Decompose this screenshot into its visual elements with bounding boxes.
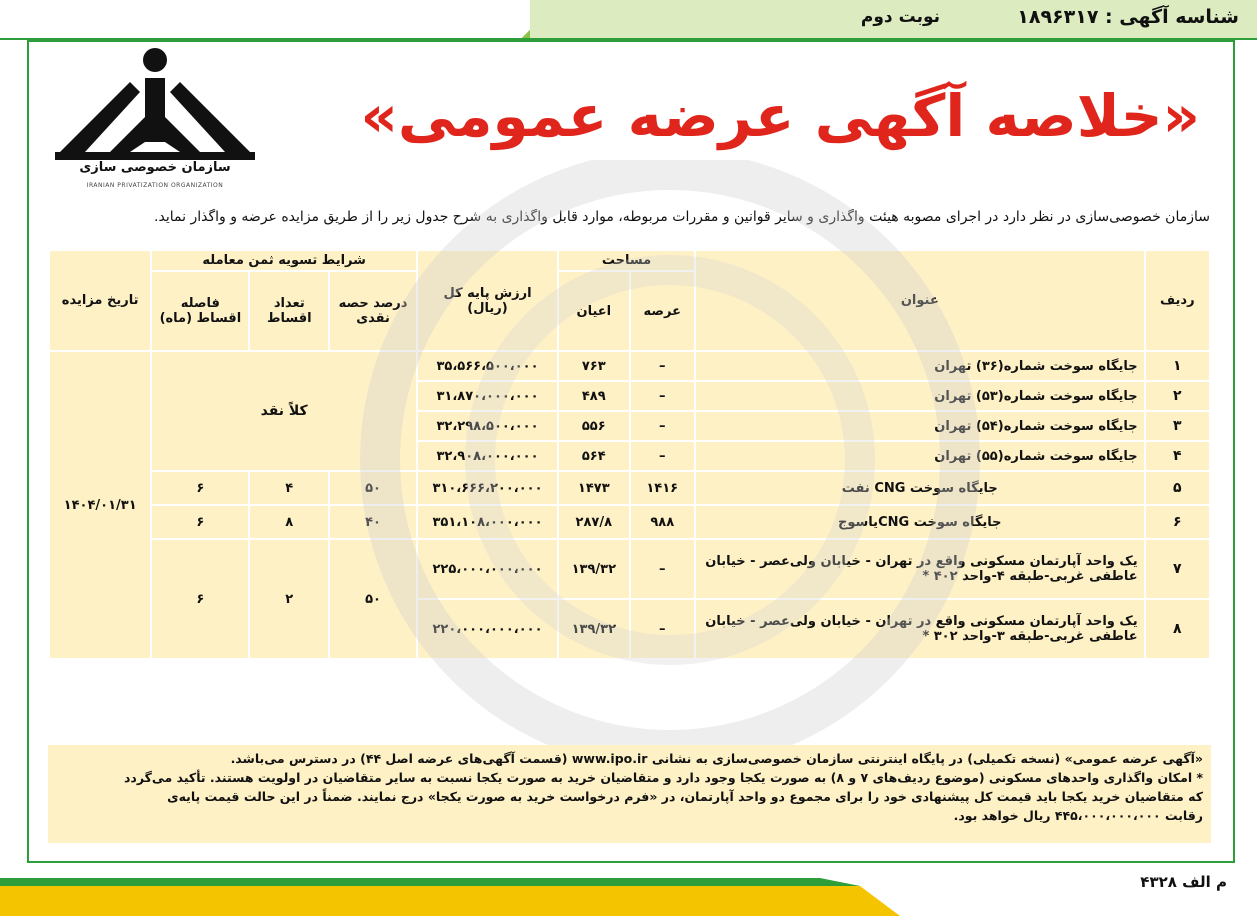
table-row xyxy=(49,505,1210,539)
row-cash-percent: ۵۰ xyxy=(329,471,417,505)
notice-code: م الف ۴۳۲۸ xyxy=(1140,873,1227,891)
page-title: «خلاصه آگهی عرضه عمومی» xyxy=(360,82,1200,150)
row-number: ۷ xyxy=(1145,539,1210,599)
row-building: ۱۴۷۳ xyxy=(558,471,630,505)
row-building: ۵۶۴ xyxy=(558,441,630,471)
row-land: – xyxy=(630,599,695,659)
header-land: عرصه xyxy=(630,271,695,351)
logo-name-fa: سازمان خصوصی سازی xyxy=(79,160,231,175)
row-installments-count: ۴ xyxy=(249,471,329,505)
notice-id: شناسه آگهی : ۱۸۹۶۳۱۷ xyxy=(1017,6,1239,28)
row-number: ۵ xyxy=(1145,471,1210,505)
bottom-band xyxy=(0,878,1000,916)
row-number: ۴ xyxy=(1145,441,1210,471)
apt-installments-gap: ۶ xyxy=(151,539,249,659)
row-value: ۳۱،۸۷۰،۰۰۰،۰۰۰ xyxy=(417,381,558,411)
footer-line-4: رقابت ۴۴۵،۰۰۰،۰۰۰،۰۰۰ ریال خواهد بود. xyxy=(953,808,1203,823)
row-building: ۱۳۹/۳۲ xyxy=(558,539,630,599)
row-cash-percent: ۴۰ xyxy=(329,505,417,539)
table-header-row xyxy=(49,250,1210,271)
row-title: جایگاه سوخت CNG نفت xyxy=(695,471,1145,505)
header-installments-gap: فاصله اقساط (ماه) xyxy=(151,271,249,351)
row-installments-gap: ۶ xyxy=(151,505,249,539)
row-building: ۵۵۶ xyxy=(558,411,630,441)
logo-name-en: IRANIAN PRIVATIZATION ORGANIZATION xyxy=(86,182,224,189)
footer-notes xyxy=(48,745,1211,843)
row-installments-count: ۸ xyxy=(249,505,329,539)
table-row xyxy=(49,471,1210,505)
footer-line-1: «آگهی عرضه عمومی» (نسخه تکمیلی) در پایگاه اینترنتی سازمان خصوصی‌سازی به نشانی www.ipo.ir (قسمت آگهی‌های عرضه اصل ۴۴) در دسترس می‌باشد. xyxy=(230,751,1203,766)
row-title: جایگاه سوخت CNGیاسوج xyxy=(695,505,1145,539)
row-building: ۷۶۳ xyxy=(558,351,630,381)
header-row-number: ردیف xyxy=(1145,250,1210,351)
table-row xyxy=(49,539,1210,599)
table-row xyxy=(49,351,1210,381)
row-number: ۳ xyxy=(1145,411,1210,441)
auction-table xyxy=(48,249,1211,660)
row-land: ۱۴۱۶ xyxy=(630,471,695,505)
row-title: یک واحد آپارتمان مسکونی واقع در تهران - خیابان ولی‌عصر - خیابان عاطفی غربی-طبقه ۴-واحد ۴۰۲ * xyxy=(695,539,1145,599)
row-title: جایگاه سوخت شماره(۵۵) تهران xyxy=(695,441,1145,471)
row-title: جایگاه سوخت شماره(۳۶) تهران xyxy=(695,351,1145,381)
row-value: ۳۲،۹۰۸،۰۰۰،۰۰۰ xyxy=(417,441,558,471)
row-land: – xyxy=(630,381,695,411)
row-land: – xyxy=(630,441,695,471)
row-land: – xyxy=(630,539,695,599)
row-building: ۱۳۹/۳۲ xyxy=(558,599,630,659)
header-base-value: ارزش پایه کل (ریال) xyxy=(417,250,558,351)
cash-only-label: کلاً نقد xyxy=(151,351,417,471)
row-number: ۱ xyxy=(1145,351,1210,381)
footer-line-3: که متقاضیان خرید یکجا باید قیمت کل پیشنهادی خود را برای مجموع دو واحد آپارتمان، در «فرم درخواست خرید به صورت یکجا» درج نمایند. ضمناً در این حالت قیمت پایه‌ی xyxy=(167,789,1203,804)
row-number: ۶ xyxy=(1145,505,1210,539)
header-building: اعیان xyxy=(558,271,630,351)
apt-installments-count: ۲ xyxy=(249,539,329,659)
row-land: ۹۸۸ xyxy=(630,505,695,539)
row-number: ۲ xyxy=(1145,381,1210,411)
auction-date: ۱۴۰۴/۰۱/۳۱ xyxy=(49,351,151,659)
row-value: ۳۵۱،۱۰۸،۰۰۰،۰۰۰ xyxy=(417,505,558,539)
row-value: ۲۲۵،۰۰۰،۰۰۰،۰۰۰ xyxy=(417,539,558,599)
header-title: عنوان xyxy=(695,250,1145,351)
notice-round: نوبت دوم xyxy=(860,7,940,27)
apt-cash-percent: ۵۰ xyxy=(329,539,417,659)
row-value: ۳۱۰،۶۶۶،۲۰۰،۰۰۰ xyxy=(417,471,558,505)
row-building: ۲۸۷/۸ xyxy=(558,505,630,539)
row-title: یک واحد آپارتمان مسکونی واقع در تهران - خیابان ولی‌عصر - خیابان عاطفی غربی-طبقه ۳-واحد ۳۰۲ * xyxy=(695,599,1145,659)
row-number: ۸ xyxy=(1145,599,1210,659)
top-bar xyxy=(0,0,1257,40)
organization-logo-icon xyxy=(50,42,260,162)
header-installments-count: تعداد اقساط xyxy=(249,271,329,351)
row-building: ۴۸۹ xyxy=(558,381,630,411)
row-title: جایگاه سوخت شماره(۵۳) تهران xyxy=(695,381,1145,411)
row-land: – xyxy=(630,411,695,441)
header-payment-terms: شرایط تسویه ثمن معامله xyxy=(151,250,417,271)
header-cash-percent: درصد حصه نقدی xyxy=(329,271,417,351)
row-value: ۳۵،۵۶۶،۵۰۰،۰۰۰ xyxy=(417,351,558,381)
header-area: مساحت xyxy=(558,250,695,271)
row-value: ۲۲۰،۰۰۰،۰۰۰،۰۰۰ xyxy=(417,599,558,659)
row-land: – xyxy=(630,351,695,381)
footer-line-2: * امکان واگذاری واحدهای مسکونی (موضوع ردیف‌های ۷ و ۸) به صورت یکجا وجود دارد و متقاضیان خرید به صورت یکجا نسبت به سایر متقاضیان در اولویت هستند. تأکید می‌گردد xyxy=(123,770,1203,785)
header-auction-date: تاریخ مزایده xyxy=(49,250,151,351)
row-installments-gap: ۶ xyxy=(151,471,249,505)
row-value: ۳۲،۲۹۸،۵۰۰،۰۰۰ xyxy=(417,411,558,441)
row-title: جایگاه سوخت شماره(۵۴) تهران xyxy=(695,411,1145,441)
intro-text: سازمان خصوصی‌سازی در نظر دارد در اجرای مصوبه هیئت واگذاری و سایر قوانین و مقررات مربوطه، موارد قابل واگذاری به شرح جدول زیر را از طریق مزایده عرضه و واگذار نماید. xyxy=(154,209,1210,225)
